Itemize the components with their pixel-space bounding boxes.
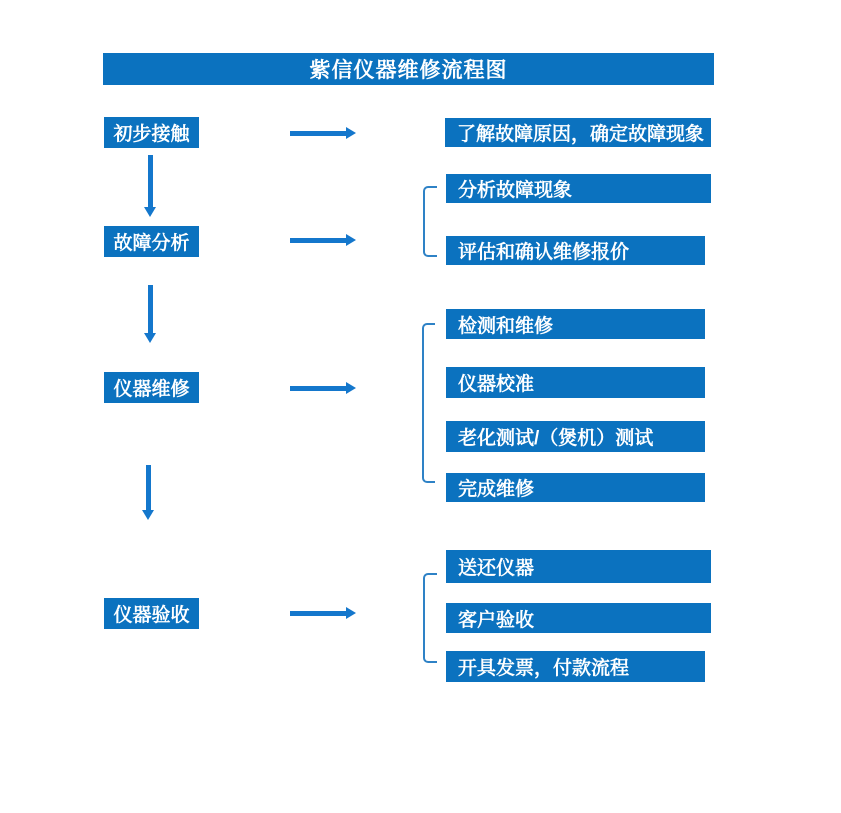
flowchart-title-bar xyxy=(103,53,714,85)
stage-box-instrument-repair: 仪器维修 xyxy=(104,372,199,403)
detail-box-complete-repair: 完成维修 xyxy=(446,473,705,502)
arrow-right-icon xyxy=(290,131,346,136)
stage-box-initial-contact: 初步接触 xyxy=(104,117,199,148)
flowchart-title: 紫信仪器维修流程图 xyxy=(309,59,508,82)
detail-box-customer-acceptance: 客户验收 xyxy=(446,603,711,633)
detail-box-aging-test: 老化测试/（煲机）测试 xyxy=(446,421,705,452)
stage-box-instrument-acceptance: 仪器验收 xyxy=(104,598,199,629)
arrow-right-icon xyxy=(290,238,346,243)
arrow-right-icon xyxy=(290,611,346,616)
detail-box-calibration: 仪器校准 xyxy=(446,367,705,398)
arrow-right-icon xyxy=(290,386,346,391)
detail-box-analyze-fault: 分析故障现象 xyxy=(446,174,711,203)
group-bracket-instrument-repair xyxy=(422,323,435,483)
arrow-down-icon xyxy=(148,155,153,207)
detail-box-invoice-payment: 开具发票，付款流程 xyxy=(446,651,705,682)
arrow-down-icon xyxy=(146,465,151,510)
group-bracket-fault-analysis xyxy=(423,186,437,257)
group-bracket-instrument-acceptance xyxy=(423,573,437,663)
detail-box-return-instrument: 送还仪器 xyxy=(446,550,711,583)
detail-box-test-and-repair: 检测和维修 xyxy=(446,309,705,339)
detail-box-understand-fault: 了解故障原因，确定故障现象 xyxy=(445,118,711,147)
stage-box-fault-analysis: 故障分析 xyxy=(104,226,199,257)
arrow-down-icon xyxy=(148,285,153,333)
detail-box-confirm-quote: 评估和确认维修报价 xyxy=(446,236,705,265)
